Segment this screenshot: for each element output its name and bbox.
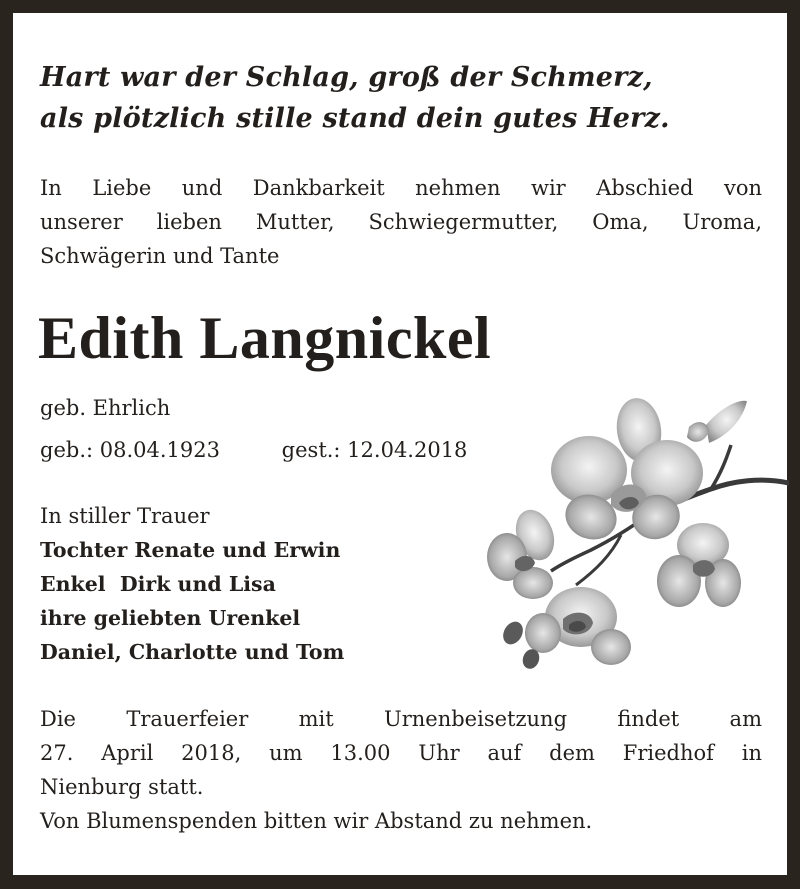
deceased-name: Edith Langnickel xyxy=(38,305,492,371)
birth-date: geb.: 08.04.1923 xyxy=(40,438,220,462)
life-dates xyxy=(40,433,467,467)
intro-line: Schwägerin und Tante xyxy=(40,244,280,268)
death-date: gest.: 12.04.2018 xyxy=(281,438,468,462)
motto-line: als plötzlich stille stand dein gutes Herz. xyxy=(40,103,670,134)
notice-line: Die Trauerfeier mit Urnenbeisetzung findet am xyxy=(40,707,762,731)
motto-line: Hart war der Schlag, groß der Schmerz, xyxy=(40,62,653,93)
maiden-name: geb. Ehrlich xyxy=(40,396,171,420)
notice-line: Nienburg statt. xyxy=(40,775,204,799)
mourner-line: ihre geliebten Urenkel xyxy=(40,606,301,630)
mourner-line: Enkel Dirk und Lisa xyxy=(40,572,276,596)
intro-line: In Liebe und Dankbarkeit nehmen wir Abschied von xyxy=(40,176,762,200)
mourner-line: Daniel, Charlotte und Tom xyxy=(40,640,345,664)
notice-line: Von Blumenspenden bitten wir Abstand zu nehmen. xyxy=(40,809,593,833)
mourners-heading: In stiller Trauer xyxy=(40,504,210,528)
notice-line: 27. April 2018, um 13.00 Uhr auf dem Friedhof in xyxy=(40,741,762,765)
intro-text xyxy=(40,171,762,273)
orchid-image xyxy=(471,385,789,675)
motto-verse xyxy=(40,57,670,139)
intro-line: unserer lieben Mutter, Schwiegermutter, Oma, Uroma, xyxy=(40,210,762,234)
mourner-line: Tochter Renate und Erwin xyxy=(40,538,341,562)
obituary-card xyxy=(13,13,787,875)
funeral-notice xyxy=(40,702,762,838)
mourners-block xyxy=(40,499,344,669)
